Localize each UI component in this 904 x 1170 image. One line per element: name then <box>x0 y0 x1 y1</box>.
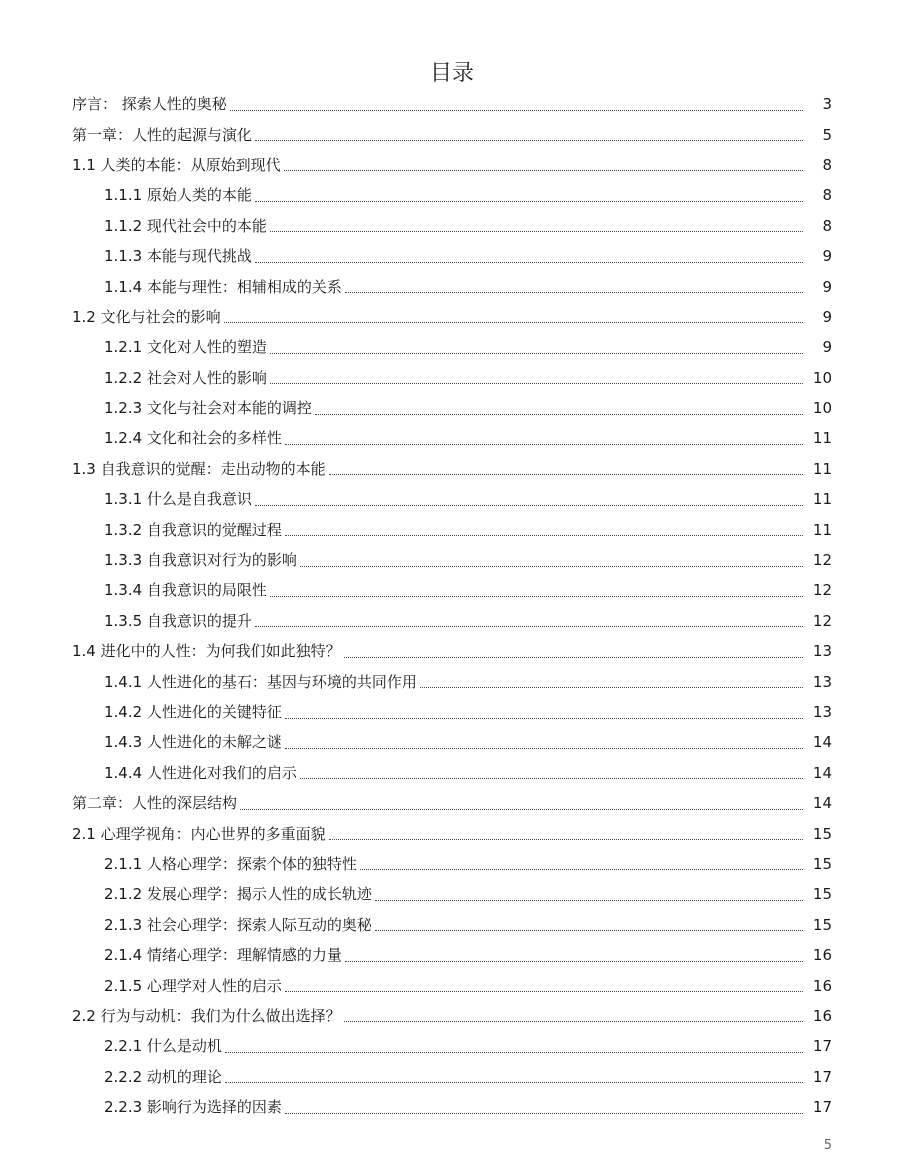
toc-dot-leader <box>224 322 803 323</box>
toc-entry-label: 2.1 心理学视角：内心世界的多重面貌 <box>72 824 326 843</box>
toc-entry-label: 2.1.3 社会心理学：探索人际互动的奥秘 <box>104 915 372 934</box>
toc-entry-label: 1.3.1 什么是自我意识 <box>104 490 252 509</box>
toc-dot-leader <box>375 900 803 901</box>
toc-dot-leader <box>345 961 803 962</box>
toc-entry-page: 9 <box>822 277 832 296</box>
toc-dot-leader <box>255 626 803 627</box>
toc-entry[interactable] <box>0 818 904 848</box>
toc-entry-page: 17 <box>812 1098 832 1117</box>
toc-entry-page: 17 <box>812 1037 832 1056</box>
toc-entry[interactable] <box>0 697 904 727</box>
toc-dot-leader <box>270 383 803 384</box>
toc-entry-page: 17 <box>812 1067 832 1086</box>
toc-dot-leader <box>284 170 803 171</box>
toc-entry-page: 16 <box>812 976 832 995</box>
toc-entry-page: 15 <box>812 824 832 843</box>
toc-entry-label: 1.1.4 本能与理性：相辅相成的关系 <box>104 277 342 296</box>
toc-entry[interactable] <box>0 302 904 332</box>
toc-dot-leader <box>225 1052 803 1053</box>
toc-entry-page: 12 <box>812 611 832 630</box>
toc-entry[interactable] <box>0 727 904 757</box>
toc-entry[interactable] <box>0 363 904 393</box>
toc-entry-label: 1.4.1 人性进化的基石：基因与环境的共同作用 <box>104 672 417 691</box>
toc-entry-label: 2.2.3 影响行为选择的因素 <box>104 1098 282 1117</box>
page-number: 5 <box>823 1138 832 1153</box>
toc-entry-page: 12 <box>812 551 832 570</box>
toc-dot-leader <box>420 687 803 688</box>
toc-entry-label: 1.1 人类的本能：从原始到现代 <box>72 155 281 174</box>
toc-entry-page: 9 <box>822 338 832 357</box>
toc-entry-label: 1.4.3 人性进化的未解之谜 <box>104 733 282 752</box>
toc-entry-page: 16 <box>812 946 832 965</box>
toc-entry-label: 1.2.1 文化对人性的塑造 <box>104 338 267 357</box>
toc-entry[interactable] <box>0 1092 904 1122</box>
toc-dot-leader <box>270 596 803 597</box>
toc-entry[interactable] <box>0 332 904 362</box>
toc-entry[interactable] <box>0 910 904 940</box>
toc-entry-page: 16 <box>812 1006 832 1025</box>
toc-entry-page: 11 <box>812 429 832 448</box>
toc-entry-label: 1.3.3 自我意识对行为的影响 <box>104 551 297 570</box>
toc-entry-label: 1.3.5 自我意识的提升 <box>104 611 252 630</box>
toc-entry-page: 15 <box>812 854 832 873</box>
toc-dot-leader <box>255 140 803 141</box>
toc-entry-page: 8 <box>822 186 832 205</box>
toc-entry[interactable] <box>0 849 904 879</box>
toc-entry-label: 2.1.2 发展心理学：揭示人性的成长轨迹 <box>104 885 372 904</box>
toc-entry-page: 15 <box>812 915 832 934</box>
toc-dot-leader <box>285 748 803 749</box>
toc-entry-page: 10 <box>812 399 832 418</box>
toc-dot-leader <box>285 535 803 536</box>
toc-entry[interactable] <box>0 89 904 119</box>
toc-entry[interactable] <box>0 423 904 453</box>
toc-entry[interactable] <box>0 970 904 1000</box>
toc-entry-page: 11 <box>812 520 832 539</box>
toc-entry-label: 1.2.4 文化和社会的多样性 <box>104 429 282 448</box>
toc-dot-leader <box>285 1113 803 1114</box>
toc-entry[interactable] <box>0 484 904 514</box>
toc-entry[interactable] <box>0 1062 904 1092</box>
toc-dot-leader <box>285 444 803 445</box>
toc-entry-label: 2.1.5 心理学对人性的启示 <box>104 976 282 995</box>
toc-entry[interactable] <box>0 514 904 544</box>
toc-entry[interactable] <box>0 271 904 301</box>
toc-dot-leader <box>270 353 803 354</box>
toc-entry[interactable] <box>0 150 904 180</box>
toc-entry-label: 2.1.1 人格心理学：探索个体的独特性 <box>104 854 357 873</box>
toc-entry-page: 3 <box>822 95 832 114</box>
toc-entry-label: 1.3.4 自我意识的局限性 <box>104 581 267 600</box>
toc-entry-label: 第一章：人性的起源与演化 <box>72 125 253 144</box>
toc-entry-page: 11 <box>812 490 832 509</box>
toc-dot-leader <box>255 262 803 263</box>
toc-entry-page: 14 <box>812 763 832 782</box>
toc-entry[interactable] <box>0 454 904 484</box>
toc-entry-page: 8 <box>822 216 832 235</box>
toc-dot-leader <box>315 414 803 415</box>
toc-entry-page: 14 <box>812 733 832 752</box>
toc-entry[interactable] <box>0 241 904 271</box>
table-of-contents <box>0 89 904 1122</box>
toc-entry[interactable] <box>0 666 904 696</box>
toc-entry-label: 1.3.2 自我意识的觉醒过程 <box>104 520 282 539</box>
toc-entry-label: 1.2.2 社会对人性的影响 <box>104 368 267 387</box>
toc-entry-label: 1.1.3 本能与现代挑战 <box>104 247 252 266</box>
toc-dot-leader <box>255 505 803 506</box>
toc-entry[interactable] <box>0 940 904 970</box>
toc-dot-leader <box>270 231 803 232</box>
toc-dot-leader <box>360 869 803 870</box>
toc-entry[interactable] <box>0 211 904 241</box>
toc-entry-page: 12 <box>812 581 832 600</box>
toc-entry-page: 5 <box>822 125 832 144</box>
toc-entry-page: 14 <box>812 794 832 813</box>
toc-entry-label: 1.4.2 人性进化的关键特征 <box>104 703 282 721</box>
toc-entry-label: 第二章：人性的深层结构 <box>72 794 238 813</box>
toc-entry[interactable] <box>0 545 904 575</box>
toc-dot-leader <box>300 778 803 779</box>
toc-dot-leader <box>285 991 803 992</box>
toc-entry-label: 2.2.1 什么是动机 <box>104 1037 222 1056</box>
toc-dot-leader <box>344 1021 803 1022</box>
toc-dot-leader <box>285 718 803 719</box>
toc-entry-page: 8 <box>822 155 832 174</box>
toc-dot-leader <box>240 809 803 810</box>
toc-dot-leader <box>375 930 803 931</box>
toc-entry[interactable] <box>0 758 904 788</box>
toc-entry[interactable] <box>0 1001 904 1031</box>
toc-dot-leader <box>345 292 803 293</box>
toc-entry-label: 2.2.2 动机的理论 <box>104 1067 222 1086</box>
toc-entry[interactable] <box>0 606 904 636</box>
toc-entry-page: 11 <box>812 459 832 478</box>
toc-entry-label: 1.1.1 原始人类的本能 <box>104 186 252 205</box>
toc-entry[interactable] <box>0 636 904 666</box>
toc-entry-page: 13 <box>812 672 832 691</box>
toc-entry[interactable] <box>0 393 904 423</box>
toc-dot-leader <box>329 474 803 475</box>
toc-entry-label: 1.2 文化与社会的影响 <box>72 307 221 326</box>
toc-dot-leader <box>329 839 803 840</box>
toc-entry-page: 13 <box>812 642 832 661</box>
toc-dot-leader <box>225 1082 803 1083</box>
toc-entry-label: 1.4.4 人性进化对我们的启示 <box>104 763 297 782</box>
toc-dot-leader <box>230 110 803 111</box>
toc-entry-page: 9 <box>822 307 832 326</box>
toc-entry-label: 1.4 进化中的人性：为何我们如此独特？ <box>72 642 341 661</box>
toc-entry-label: 1.1.2 现代社会中的本能 <box>104 216 267 235</box>
toc-entry[interactable] <box>0 788 904 818</box>
toc-dot-leader <box>300 566 803 567</box>
toc-entry-page: 15 <box>812 885 832 904</box>
toc-entry-page: 9 <box>822 247 832 266</box>
toc-entry-page: 13 <box>812 703 832 721</box>
toc-entry-label: 1.2.3 文化与社会对本能的调控 <box>104 399 312 418</box>
toc-entry[interactable] <box>0 180 904 210</box>
toc-entry-label: 2.2 行为与动机：我们为什么做出选择？ <box>72 1006 341 1025</box>
toc-entry[interactable] <box>0 575 904 605</box>
toc-entry-label: 1.3 自我意识的觉醒：走出动物的本能 <box>72 459 326 478</box>
toc-entry-label: 2.1.4 情绪心理学：理解情感的力量 <box>104 946 342 965</box>
toc-dot-leader <box>344 657 803 658</box>
toc-entry[interactable] <box>0 119 904 149</box>
toc-entry-label: 序言： 探索人性的奥秘 <box>72 95 227 114</box>
toc-entry[interactable] <box>0 1031 904 1061</box>
toc-entry[interactable] <box>0 879 904 909</box>
toc-dot-leader <box>255 201 803 202</box>
toc-title: 目录 <box>429 61 474 86</box>
toc-entry-page: 10 <box>812 368 832 387</box>
